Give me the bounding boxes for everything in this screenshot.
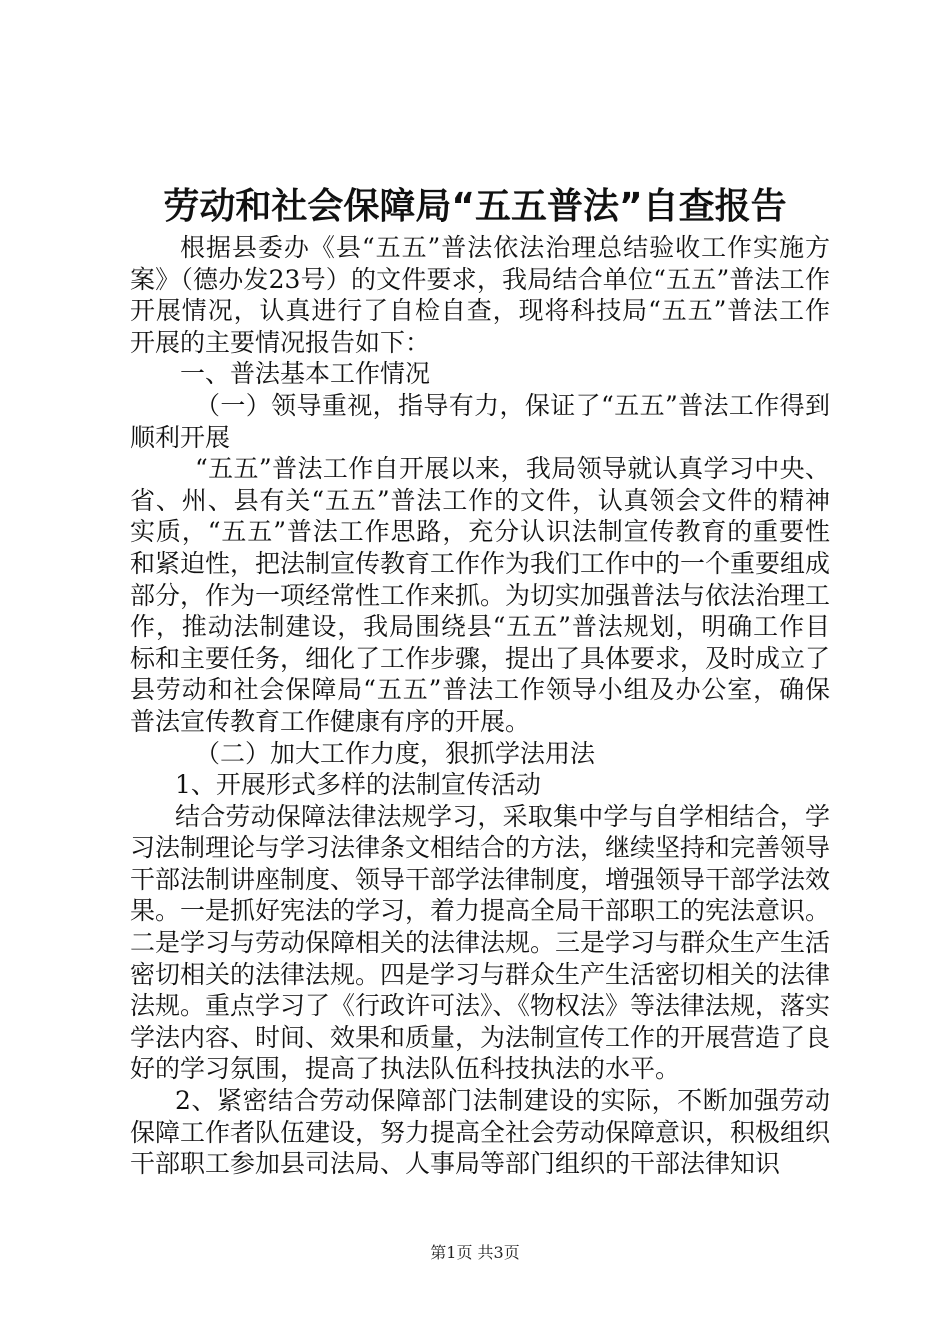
subsection-heading-1: （一）领导重视，指导有力，保证了“五五”普法工作得到顺利开展 (130, 390, 830, 452)
paragraph-study: 结合劳动保障法律法规学习，采取集中学与自学相结合，学习法制理论与学习法律条文相结合的方法，继续坚持和完善领导干部法制讲座制度、领导干部学法律制度，增强领导干部学法效果。一是抓好宪法的学习，着力提高全局干部职工的宪法意识。二是学习与劳动保障相关的法律法规。三是学习与群众生产生活密切相关的法律法规。四是学习与群众生产生活密切相关的法律法规。重点学习了《行政许可法》、《物权法》等法律法规，落实学法内容、时间、效果和质量，为法制宣传工作的开展营造了良好的学习氛围，提高了执法队伍科技执法的水平。 (130, 801, 831, 1084)
page-footer: 第1页 共3页 (430, 1243, 520, 1262)
subsection-heading-2: （二）加大工作力度，狠抓学法用法 (195, 738, 596, 768)
section-heading-1: 一、普法基本工作情况 (180, 359, 431, 389)
item-heading-1: 1、开展形式多样的法制宣传活动 (175, 770, 541, 800)
document-body (130, 232, 830, 1180)
paragraph-leadership: “五五”普法工作自开展以来，我局领导就认真学习中央、省、州、县有关“五五”普法工作的文件，认真领会文件的精神实质，“五五”普法工作思路，充分认识法制宣传教育的重要性和紧迫性，把法制宣传教育工作作为我们工作中的一个重要组成部分，作为一项经常性工作来抓。为切实加强普法与依法治理工作，推动法制建设，我局围绕县“五五”普法规划，明确工作目标和主要任务，细化了工作步骤，提出了具体要求，及时成立了县劳动和社会保障局“五五”普法工作领导小组及办公室，确保普法宣传教育工作健康有序的开展。 (130, 454, 831, 736)
paragraph-item-2: 2、紧密结合劳动保障部门法制建设的实际，不断加强劳动保障工作者队伍建设，努力提高全社会劳动保障意识，积极组织干部职工参加县司法局、人事局等部门组织的干部法律知识 (130, 1086, 831, 1179)
document-title: 劳动和社会保障局“五五普法”自查报告 (163, 186, 787, 227)
paragraph-intro: 根据县委办《县“五五”普法依法治理总结验收工作实施方案》（德办发23号）的文件要求，我局结合单位“五五”普法工作开展情况，认真进行了自检自查，现将科技局“五五”普法工作开展的主要情况报告如下： (130, 233, 830, 357)
